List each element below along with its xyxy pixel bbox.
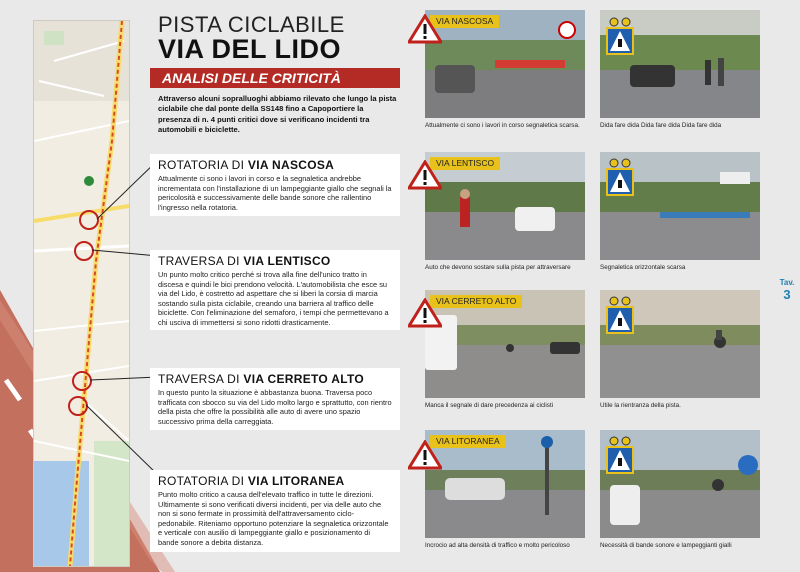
warning-triangle-icon bbox=[408, 298, 442, 328]
photo-via-nascosa-left bbox=[425, 10, 585, 118]
crossing-flasher-icon bbox=[605, 436, 635, 476]
section-heading: ROTATORIA DI VIA LITORANEA bbox=[158, 474, 345, 488]
location-tag: VIA CERRETO ALTO bbox=[430, 295, 522, 308]
crossing-flasher-icon bbox=[605, 296, 635, 336]
photo-caption: Utile la rientranza della pista. bbox=[600, 402, 681, 409]
location-tag: VIA NASCOSA bbox=[430, 15, 499, 28]
photo-caption: Manca il segnale di dare precedenza ai ciclisti bbox=[425, 402, 554, 409]
section-text: Attualmente ci sono i lavori in corso e la segnaletica andrebbe incrementata con l'installazione di un lampeggiante giallo che segnali la pericolosità e successivamente delle bande sonore che rallentino l'ingresso nella rotatoria. bbox=[158, 174, 392, 212]
warning-triangle-icon bbox=[408, 14, 442, 44]
section-text: Un punto molto critico perché si trova alla fine dell'unico tratto in discesa e quindi le bici prendono velocità. L'automobilista che esce su via del Lido, è costretto ad aspettare che si liberi la corsia di marcia sostando sulla pista ciclabile, creando una barriera al traffico delle biciclette. Con l'eliminazione del semaforo, i tempi che permettevano a chi usciva di immettersi si sono ridotti drasticamente. bbox=[158, 270, 389, 327]
section-heading: TRAVERSA DI VIA LENTISCO bbox=[158, 254, 331, 268]
photo-via-cerreto-alto-left bbox=[425, 290, 585, 398]
photo-caption: Attualmente ci sono i lavori in corso segnaletica scarsa. bbox=[425, 122, 580, 129]
photo-caption: Segnaletica orizzontale scarsa bbox=[600, 264, 686, 271]
photo-caption: Auto che devono sostare sulla pista per attraversare bbox=[425, 264, 571, 271]
warning-triangle-icon bbox=[408, 440, 442, 470]
photo-via-lentisco-left bbox=[425, 152, 585, 260]
photo-via-litoranea-left bbox=[425, 430, 585, 538]
section-text: Punto molto critico a causa dell'elevato traffico in tutte le direzioni. Ultimamente si sono verificati diversi incidenti, per via delle auto che non si sono fermate in prossimità dell'attraversamento ciclo-pedonabile. Riteniamo opportuno potenziare la segnaletica orizzontale e verticale con ausilio di lampeggiante giallo e posizionamento di bande sonore a debita distanza. bbox=[158, 490, 389, 547]
crossing-flasher-icon bbox=[605, 17, 635, 57]
crossing-flasher-icon bbox=[605, 158, 635, 198]
section-via-nascosa bbox=[150, 154, 400, 216]
section-heading: TRAVERSA DI VIA CERRETO ALTO bbox=[158, 372, 364, 386]
photo-caption: Incrocio ad alta densità di traffico e molto pericoloso bbox=[425, 542, 570, 549]
photo-caption: Dida fare dida Dida fare dida Dida fare dida bbox=[600, 122, 722, 129]
section-via-lentisco bbox=[150, 250, 400, 330]
intro-text: Attraverso alcuni sopralluoghi abbiamo rilevato che lungo la pista ciclabile che dal ponte della SS148 fino a Capoportiere la presenza di n. 4 punti critici dove si verificano incidenti tra automobili e biciclette. bbox=[158, 94, 397, 135]
location-tag: VIA LITORANEA bbox=[430, 435, 506, 448]
section-via-cerreto-alto bbox=[150, 368, 400, 430]
page-title-line1: PISTA CICLABILE bbox=[158, 12, 345, 37]
section-banner: ANALISI DELLE CRITICITÀ bbox=[150, 68, 400, 88]
section-text: In questo punto la situazione è abbastanza buona. Traversa poco trafficata con sbocco su via del Lido molto largo e sprattutto, con rientro della pista che offre la possibilità alle auto di avere uno spazio successivo prima della carreggiata. bbox=[158, 388, 392, 426]
photo-caption: Necessità di bande sonore e lampeggianti gialli bbox=[600, 542, 732, 549]
section-via-litoranea bbox=[150, 470, 400, 552]
section-heading: ROTATORIA DI VIA NASCOSA bbox=[158, 158, 335, 172]
page-title-line2: VIA DEL LIDO bbox=[158, 34, 342, 64]
table-number: Tav. 3 bbox=[779, 278, 795, 302]
location-tag: VIA LENTISCO bbox=[430, 157, 500, 170]
warning-triangle-icon bbox=[408, 160, 442, 190]
